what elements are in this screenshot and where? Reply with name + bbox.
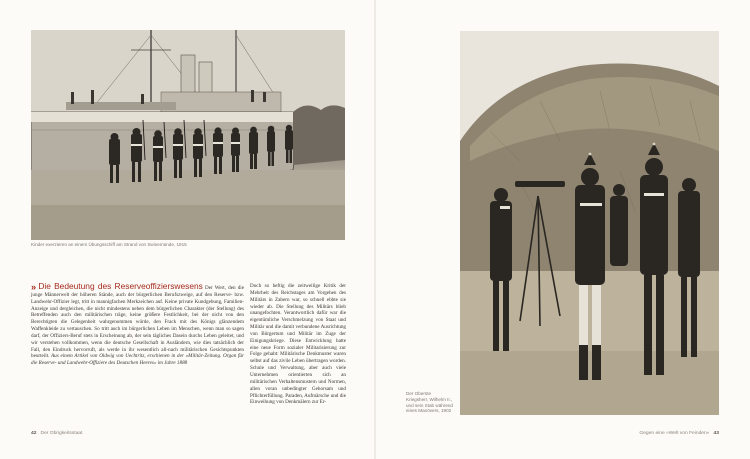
right-photo-caption: Der Oberste Kriegsherr, Wilhelm II., und sein Stab während eines Manövers, 1902: [406, 391, 453, 414]
right-running-head: Gegen eine »Welt von Feinden«: [639, 431, 710, 436]
left-text-column: [31, 282, 244, 367]
middle-text-column: [250, 283, 346, 406]
source-citation: Aus einem Artikel von Oldwig von Uechtritz, erschienen in der »Militär-Zeitung. Organ für die Reserve- und Landwehr-Offiziere des Deutschen Heeres« im Jahre 1888: [31, 353, 244, 367]
photo-kaiser-staff: [460, 31, 719, 415]
kaiser-staff-illustration: [460, 31, 719, 415]
left-running-head: Der Obrigkeitsstaat: [40, 431, 83, 436]
middle-column-text: Doch so heftig die zeitweilige Kritik der Mehrheit des Reichstages am Vorgehen des Militärs in Zabern war, so schnell ebbte sie wieder ab. Die Stellung des Militärs blieb unangefochten. Verantwortlich dafür war die eigentümliche Verschmelzung von Staat und Militär und die damit verbundene Ausrichtung von Bürgertum und Militär im Zuge der Einigungskriege. Diese Entwicklung hatte eine neue Form sozialer Militarisierung zur Folge gehabt: Militärische Denkmuster waren selbst auf das zivile Leben übertragen worden. Schule und Verwaltung, aber auch viele Unternehmen orientierten sich an militärischen Verhaltensmustern und Normen, allen voran unbedingter Gehorsam und Pflichterfüllung. Paraden, Aufmärsche und die Einweihung von Denkmälern zur Er-: [250, 283, 346, 406]
section-marker: »: [31, 282, 37, 292]
training-ship-illustration: [31, 30, 345, 240]
left-photo-caption: Kinder exerzieren an einem Übungsschiff am Strand von Swinemünde, 1915: [31, 242, 187, 247]
left-page-number: 42: [31, 431, 37, 436]
right-footer: [639, 431, 719, 436]
book-gutter: [374, 0, 376, 459]
section-title: Die Bedeutung des Reserveoffizierswesens: [38, 281, 203, 291]
photo-training-ship: [31, 30, 345, 240]
left-footer: [31, 431, 82, 436]
lead-text: Der Wert, den die junge Männerwelt der höheren Stände, auch der bürgerlichen Berufszweige, auf den Reserve- bzw. Landwehr-Offizier legt, tritt in mannigfachen Merkzeichen auf. Keine private Kundgebung, Familien-Anzeige und dergleichen, die nicht mindestens neben dem bürgerlichen Charakter (der Stellung) des Betreffenden auch den militärischen träge, keine größere Festlichkeit, bei der nicht von den Berechtigten die Gelegenheit wahrgenommen würde, den Frack mit des Königs glänzendem Waffenkleide zu vertauschen. So tritt auch im bürgerlichen Leben im Menschen, wenn man so sagen darf, der Offiziers-Beruf stets in Erscheinung ab, der sein tägliches Dasein durchs Leben geleitet, und wir verstehen vollkommen, wenn die deutsche Gesellschaft in Ausländern, wie dies tatsächlich der Fall, den Eindruck hervorruft, als werde in ihr wesentlich all-nach militärischen Gesichtspunkten beurteilt.: [31, 285, 245, 360]
right-page-number: 43: [713, 431, 719, 436]
